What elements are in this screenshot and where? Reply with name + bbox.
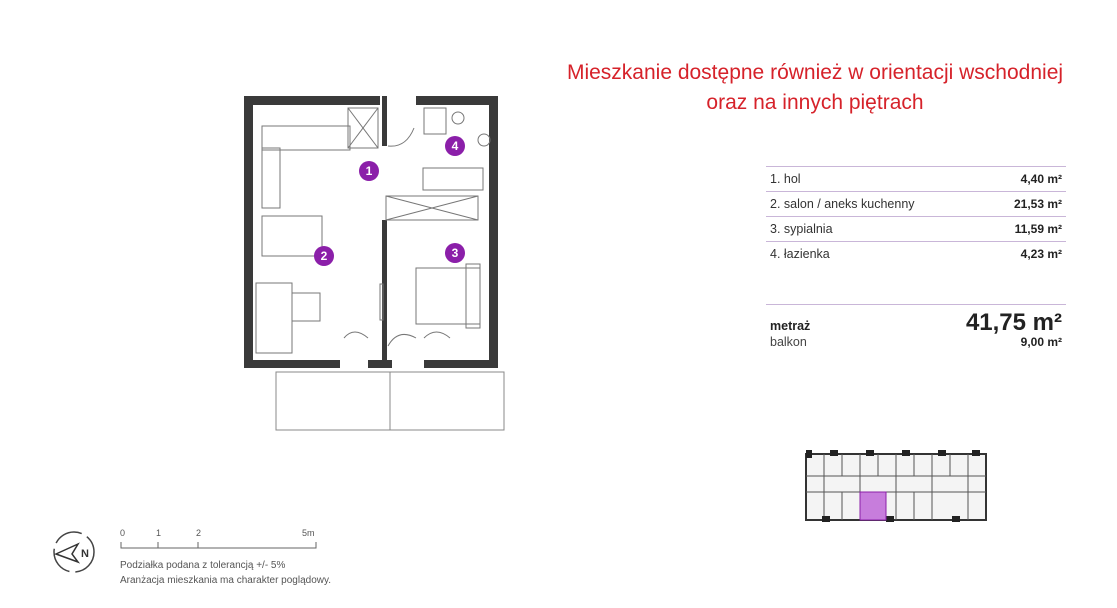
room-row <box>766 192 1066 217</box>
highlighted-apartment <box>860 492 886 520</box>
total-area-value: 41,75 m² <box>965 309 1062 336</box>
room-name: 1. hol <box>770 172 801 186</box>
scale-tick: 0 <box>120 528 126 538</box>
compass-letter: N <box>81 548 89 560</box>
wall-bottom-2 <box>368 360 392 368</box>
scale-tick: 5m <box>302 528 315 538</box>
compass-icon <box>48 526 100 578</box>
wall-right <box>489 96 498 368</box>
floor-plan <box>236 88 516 438</box>
marker-label-4: 4 <box>451 139 459 153</box>
balcony-label: balkon <box>770 335 807 349</box>
headline-line-2: oraz na innych piętrach <box>706 91 924 114</box>
wall-left <box>244 96 253 368</box>
marker-label-1: 1 <box>365 164 373 178</box>
wall-top-left <box>244 96 380 105</box>
room-area: 4,23 m² <box>1020 247 1062 261</box>
wall-bottom-1 <box>244 360 340 368</box>
room-area: 11,59 m² <box>1014 222 1062 236</box>
room-row <box>766 167 1066 192</box>
marker-label-3: 3 <box>451 246 459 260</box>
room-name: 4. łazienka <box>770 247 830 261</box>
building-key-plan <box>802 446 992 526</box>
room-row <box>766 217 1066 242</box>
room-name: 2. salon / aneks kuchenny <box>770 197 915 211</box>
room-list <box>766 166 1066 266</box>
area-totals <box>766 304 1066 355</box>
scale-tick: 2 <box>196 528 202 538</box>
room-area: 4,40 m² <box>1020 172 1062 186</box>
room-name: 3. sypialnia <box>770 222 833 236</box>
wall-partition-upper <box>382 96 387 146</box>
marker-label-2: 2 <box>320 249 328 263</box>
headline-line-1: Mieszkanie dostępne również w orientacji wschodniej <box>566 61 1064 84</box>
tolerance-note: Podziałka podana z tolerancją +/- 5% <box>120 560 286 571</box>
wall-top-right <box>416 96 498 105</box>
room-row <box>766 242 1066 266</box>
disclaimer-note: Aranżacja mieszkania ma charakter poglądowy. <box>120 575 332 586</box>
availability-headline <box>530 58 1100 118</box>
wall-bottom-3 <box>424 360 498 368</box>
balcony-value: 9,00 m² <box>1020 335 1062 349</box>
room-area: 21,53 m² <box>1013 197 1062 211</box>
scale-tick: 1 <box>156 528 162 538</box>
total-area-label: metraż <box>770 319 811 333</box>
